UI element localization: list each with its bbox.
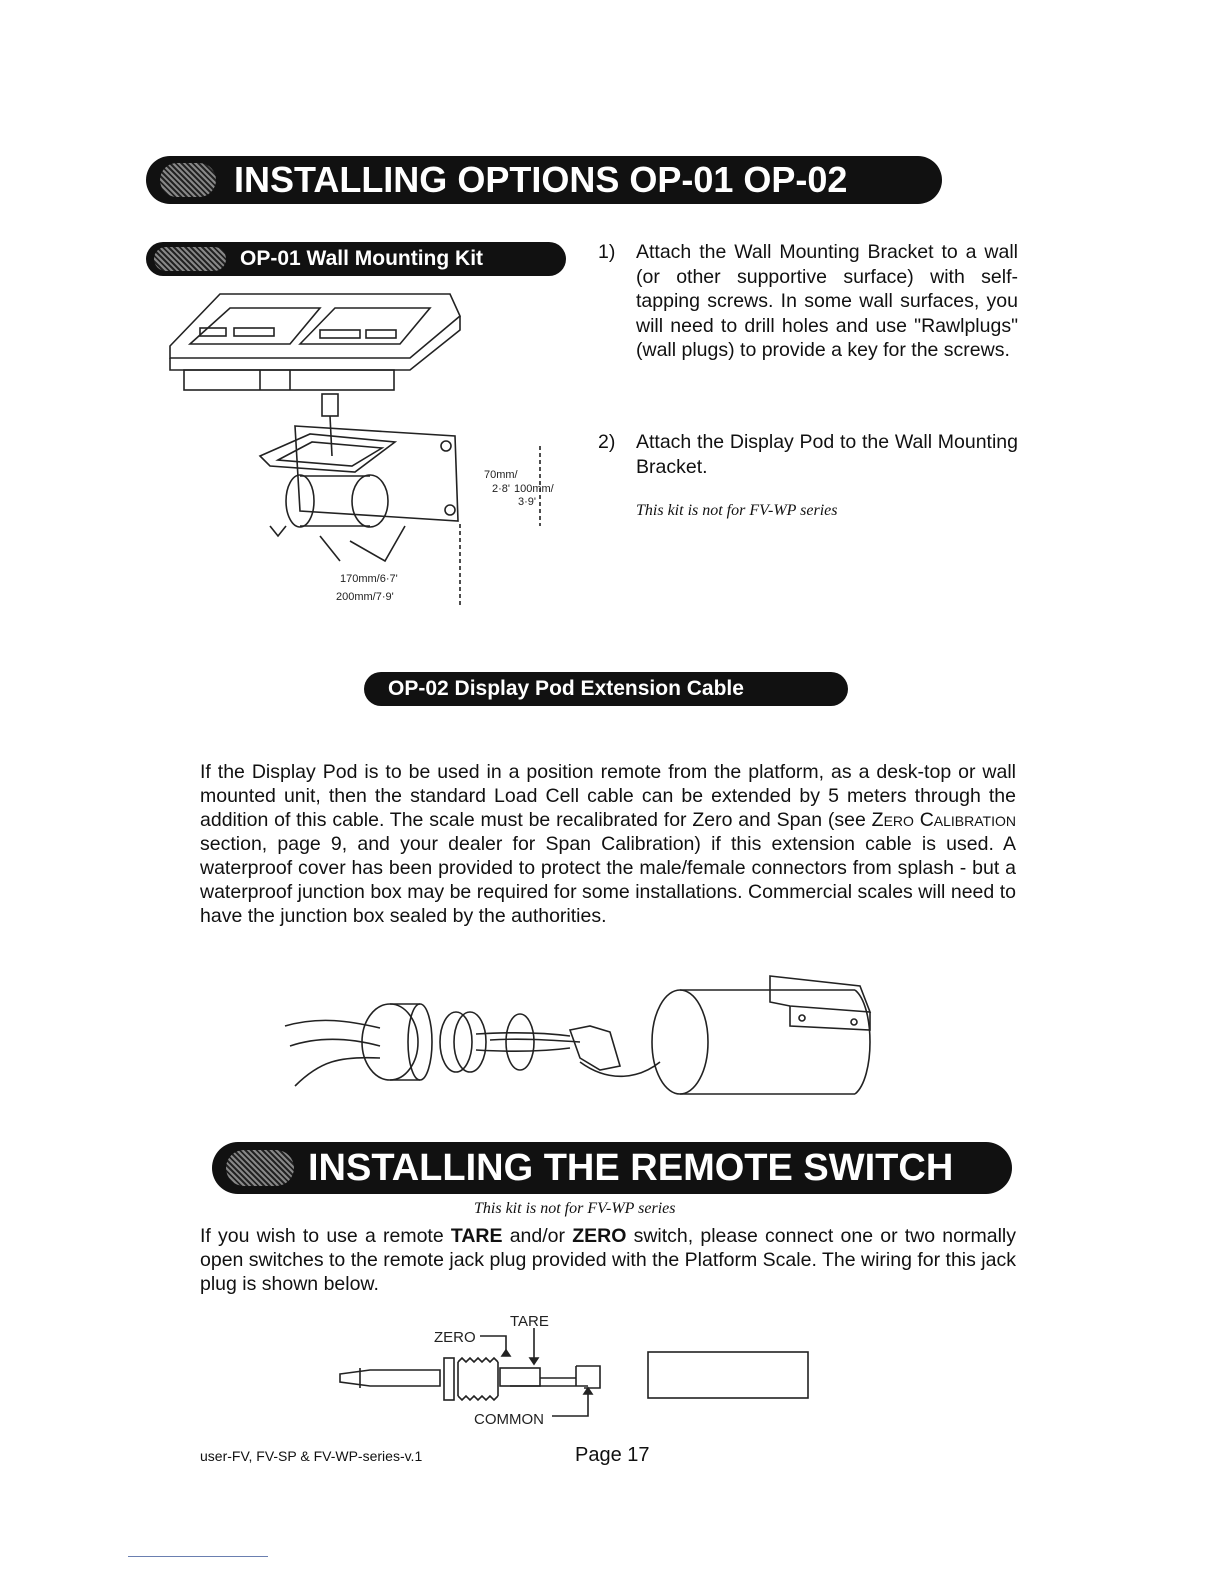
banner-pattern	[160, 163, 216, 197]
wall-mounting-kit-illustration	[160, 286, 580, 616]
text-run: and/or	[502, 1225, 573, 1247]
subsection-banner-op02	[364, 672, 848, 706]
banner-pattern	[226, 1150, 294, 1186]
dimension-label: 100mm/	[514, 483, 554, 495]
dimension-label: 70mm/	[484, 469, 518, 481]
extension-cable-illustration	[280, 966, 880, 1102]
instruction-step	[598, 240, 1018, 363]
step-text: Attach the Display Pod to the Wall Mounting Bracket.	[636, 431, 1018, 478]
banner-title: OP-01 Wall Mounting Kit	[240, 247, 484, 270]
op02-description	[200, 760, 1016, 928]
subsection-banner-op01	[146, 242, 566, 276]
text-run: switch, please connect one or two normally open switches to the remote jack plug provided with the Platform Scale. The wiring for this jack plug is shown below.	[200, 1225, 1016, 1295]
zero-label: ZERO	[434, 1329, 476, 1346]
footer-rule	[128, 1556, 268, 1557]
text-run: If you wish to use a remote	[200, 1225, 451, 1247]
section-reference: Zero Calibration	[871, 809, 1016, 831]
text-run: section, page 9, and your dealer for Span Calibration) if this extension cable is used. A waterproof cover has been provided to protect the male/female connectors from splash - but a waterproof junction box may be required for some installations. Commercial scales will need to have the junction box sealed by the authorities.	[200, 833, 1016, 927]
text-run: If the Display Pod is to be used in a position remote from the platform, as a desk-top or wall mounted unit, then the standard Load Cell cable can be extended by 5 meters through the addition of this cable. The scale must be recalibrated for Zero and Span (see	[200, 761, 1016, 831]
kit-note: This kit is not for FV-WP series	[474, 1200, 676, 1217]
dimension-label: 2·8'	[492, 483, 510, 495]
step-number: 2)	[598, 431, 616, 453]
tare-keyword: TARE	[450, 1225, 503, 1247]
section-banner-installing-options	[146, 156, 942, 204]
banner-title: OP-02 Display Pod Extension Cable	[388, 677, 744, 700]
banner-pattern	[154, 247, 226, 271]
jack-plug-wiring-diagram	[330, 1306, 830, 1430]
dimension-label: 200mm/7·9'	[336, 591, 394, 603]
document-id: user-FV, FV-SP & FV-WP-series-v.1	[200, 1448, 423, 1464]
banner-title: INSTALLING THE REMOTE SWITCH	[308, 1146, 954, 1189]
dimension-label: 3·9'	[518, 496, 536, 508]
instruction-step	[598, 430, 1018, 479]
zero-keyword: ZERO	[572, 1225, 627, 1247]
step-number: 1)	[598, 241, 616, 263]
tare-label: TARE	[510, 1313, 549, 1330]
section-banner-remote-switch	[212, 1142, 1012, 1194]
step-text: Attach the Wall Mounting Bracket to a wall (or other supportive surface) with self-tapping screws. In some wall surfaces, you will need to drill holes and use "Rawlplugs" (wall plugs) to provide a key for the screws.	[636, 241, 1018, 361]
remote-switch-description	[200, 1224, 1016, 1296]
common-label: COMMON	[474, 1411, 544, 1428]
banner-title: INSTALLING OPTIONS OP-01 OP-02	[234, 159, 848, 200]
kit-note: This kit is not for FV-WP series	[636, 502, 838, 519]
dimension-label: 170mm/6·7'	[340, 573, 398, 585]
page-number: Page 17	[575, 1444, 650, 1466]
